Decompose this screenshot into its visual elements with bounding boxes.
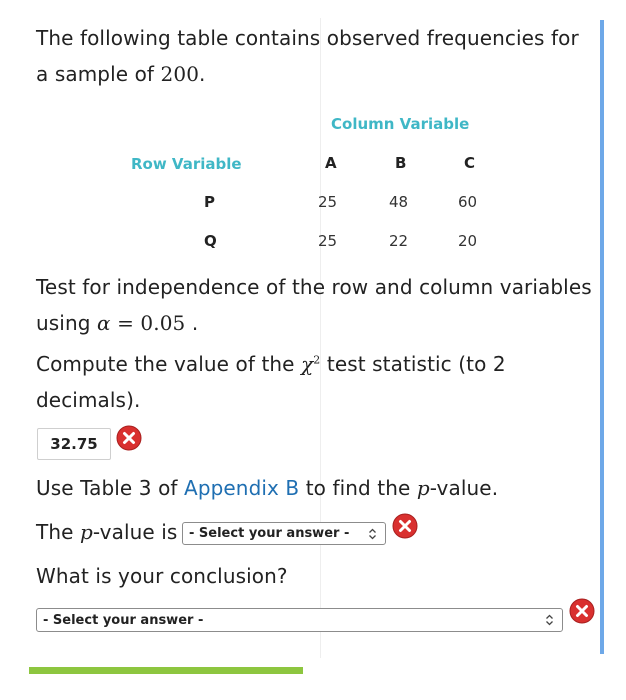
column-header-b: B — [395, 154, 407, 172]
column-header-c: C — [464, 154, 476, 172]
column-divider — [320, 18, 321, 658]
compute-suffix: test statistic (to 2 — [326, 352, 506, 376]
appendix-b-link[interactable]: Appendix B — [184, 476, 300, 500]
pvalue-line — [36, 520, 177, 544]
cell-q-c: 20 — [458, 232, 478, 250]
cell-p-c: 60 — [458, 193, 478, 211]
pvalue-suffix: -value is — [92, 520, 178, 544]
test-period: . — [191, 311, 199, 335]
pvalue-the: The — [36, 520, 74, 544]
progress-bar — [29, 667, 303, 674]
column-variable-label: Column Variable — [331, 115, 470, 133]
alpha-symbol: α — [97, 311, 111, 335]
intro-period: . — [199, 62, 206, 86]
conclusion-select[interactable] — [36, 608, 563, 632]
scroll-indicator-bar — [600, 20, 604, 654]
test-line-1: Test for independence of the row and column variables — [36, 275, 592, 299]
cell-p-b: 48 — [389, 193, 409, 211]
table3-suffix: -value. — [429, 476, 499, 500]
chi-square-answer-field[interactable]: 32.75 — [37, 428, 111, 460]
test-line-2 — [36, 311, 198, 335]
chi-symbol: χ — [301, 352, 314, 376]
intro-line-2 — [36, 62, 206, 86]
compute-line-1 — [36, 352, 506, 376]
sample-size: 200 — [160, 62, 200, 86]
p-symbol: p — [416, 476, 430, 500]
updown-chevron-icon — [368, 528, 377, 540]
chi-superscript: 2 — [313, 353, 321, 367]
row-variable-label: Row Variable — [131, 155, 242, 173]
conclusion-select-text: - Select your answer - — [43, 612, 204, 628]
x-circle-icon — [392, 513, 418, 539]
alpha-value: 0.05 — [140, 311, 186, 335]
table3-middle: to find the — [305, 476, 411, 500]
x-circle-icon — [569, 598, 595, 624]
intro-line-1 — [36, 26, 579, 50]
equals-sign: = — [117, 311, 134, 335]
table3-prefix: Use Table 3 of — [36, 476, 178, 500]
test-using: using — [36, 311, 91, 335]
cell-q-a: 25 — [318, 232, 338, 250]
table3-line — [36, 476, 498, 500]
compute-prefix: Compute the value of the — [36, 352, 295, 376]
column-header-a: A — [325, 154, 337, 172]
row-label-q: Q — [204, 232, 217, 250]
pvalue-select-text: - Select your answer - — [189, 526, 350, 541]
pvalue-select[interactable] — [182, 522, 386, 545]
cell-q-b: 22 — [389, 232, 409, 250]
x-circle-icon — [116, 425, 142, 451]
compute-line-2: decimals). — [36, 388, 141, 412]
intro-text-2: a sample of — [36, 62, 155, 86]
updown-chevron-icon — [545, 614, 554, 626]
pvalue-p-symbol: p — [79, 520, 93, 544]
row-label-p: P — [204, 193, 215, 211]
cell-p-a: 25 — [318, 193, 338, 211]
conclusion-question: What is your conclusion? — [36, 564, 288, 588]
intro-text: The following table contains observed frequencies for — [36, 26, 579, 50]
